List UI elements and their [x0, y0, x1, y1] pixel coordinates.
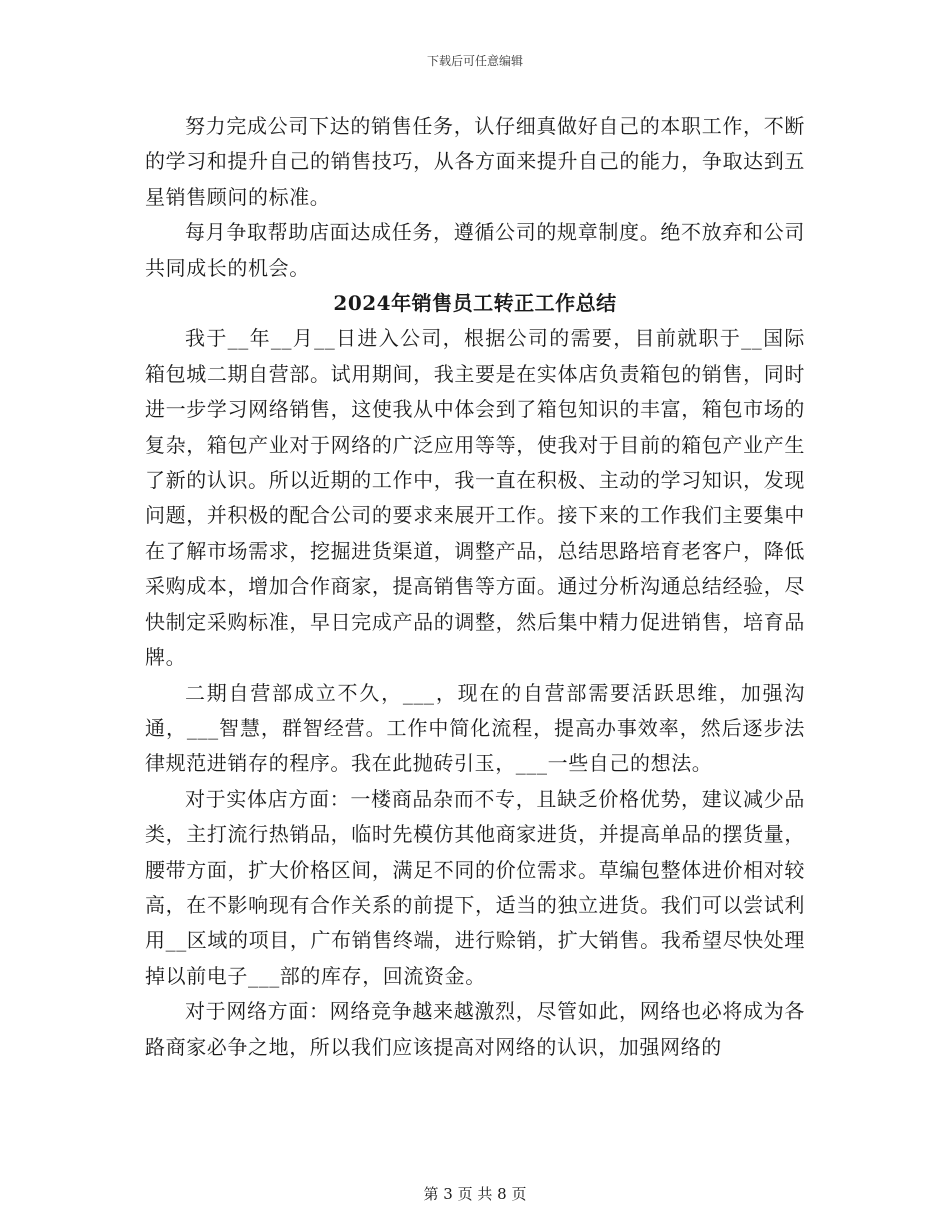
section-title: 2024年销售员工转正工作总结 [333, 291, 617, 316]
paragraph-task-goals: 努力完成公司下达的销售任务，认仔细真做好自己的本职工作，不断的学习和提升自己的销售技巧，从各方面来提升自己的能力，争取达到五星销售顾问的标准。 [145, 114, 805, 209]
document-body [145, 109, 805, 1065]
page-header: 下载后可任意编辑 [426, 54, 523, 68]
paragraph-online: 对于网络方面：网络竞争越来越激烈，尽管如此，网络也必将成为各路商家必争之地，所以我们应该提高对网络的认识，加强网络的 [145, 999, 805, 1059]
paragraph-physical-store: 对于实体店方面：一楼商品杂而不专，且缺乏价格优势，建议减少品类，主打流行热销品，临时先模仿其他商家进货，并提高单品的摆货量，腰带方面，扩大价格区间，满足不同的价位需求。草编包整体进价相对较高，在不影响现有合作关系的前提下，适当的独立进货。我们可以尝试利用__区域的项目，广布销售终端，进行赊销，扩大销售。我希望尽快处理掉以前电子___部的库存，回流资金。 [145, 786, 805, 988]
paragraph-intro: 我于__年__月__日进入公司，根据公司的需要，目前就职于__国际箱包城二期自营部。试用期间，我主要是在实体店负责箱包的销售，同时进一步学习网络销售，这使我从中体会到了箱包知识的丰富，箱包市场的复杂，箱包产业对于网络的广泛应用等等，使我对于目前的箱包产业产生了新的认识。所以近期的工作中，我一直在积极、主动的学习知识，发现问题，并积极的配合公司的要求来展开工作。接下来的工作我们主要集中在了解市场需求，挖掘进货渠道，调整产品，总结思路培育老客户，降低采购成本，增加合作商家，提高销售等方面。通过分析沟通总结经验，尽快制定采购标准，早日完成产品的调整，然后集中精力促进销售，培育品牌。 [145, 326, 805, 670]
page-footer: 第 3 页 共 8 页 [423, 1185, 527, 1203]
paragraph-monthly-goals: 每月争取帮助店面达成任务，遵循公司的规章制度。绝不放弃和公司共同成长的机会。 [145, 220, 805, 280]
paragraph-department: 二期自营部成立不久，___，现在的自营部需要活跃思维，加强沟通，___智慧，群智经营。工作中简化流程，提高办事效率，然后逐步法律规范进销存的程序。我在此抛砖引玉，___一些自己的想法。 [145, 680, 805, 776]
